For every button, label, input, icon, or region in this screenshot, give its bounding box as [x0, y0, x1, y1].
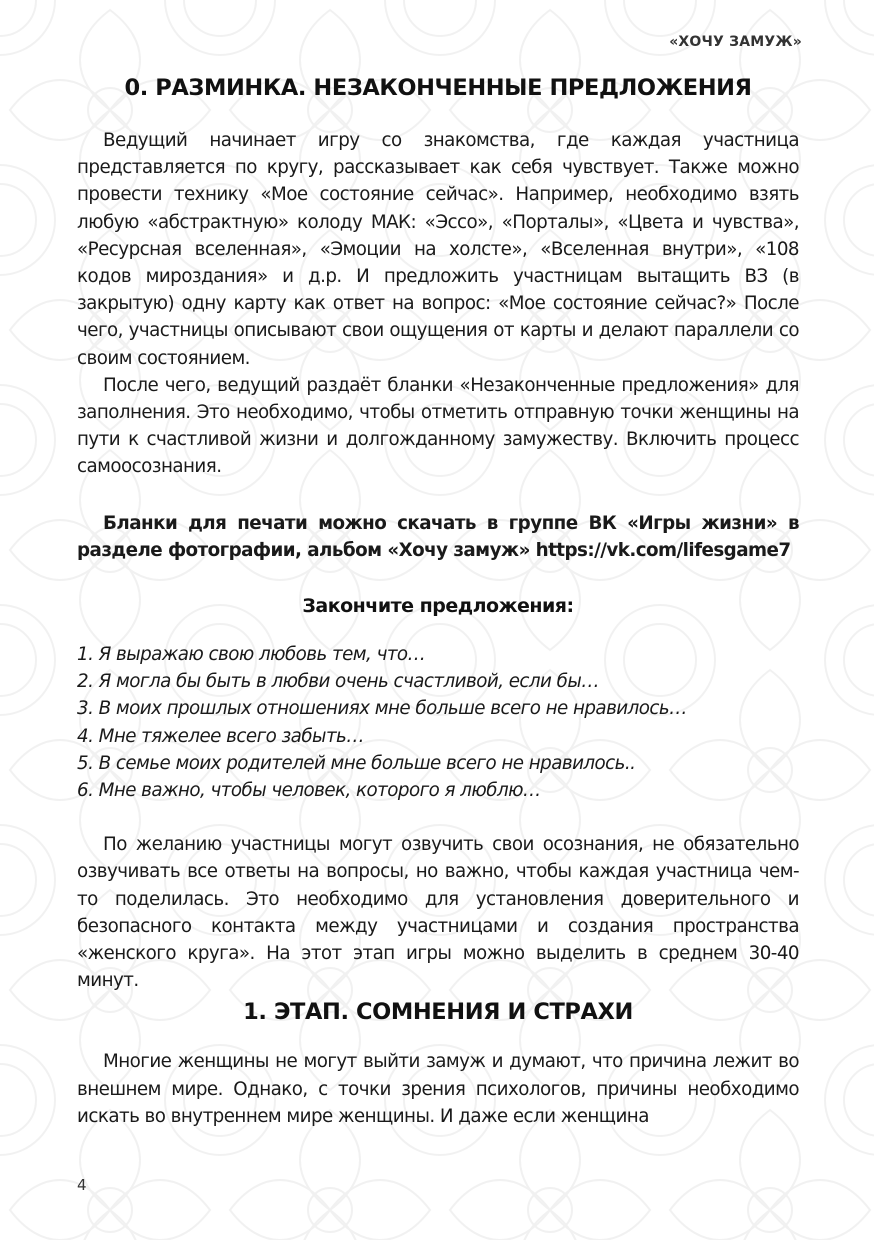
running-header: «ХОЧУ ЗАМУЖ» — [669, 34, 802, 50]
paragraph-intro: Ведущий начинает игру со знакомства, где каждая участница представляется по кругу, рассказывает как себя чувствует. Также можно провести технику «Мое состояние сейчас». Например, необходимо взять любую «абстрактную» колоду МАК: «Эссо», «Порталы», «Цвета и чувства», «Ресурсная вселенная», «Эмоции на холсте», «Вселенная внутри», «108 кодов мироздания» и д.р. И предложить участницам вытащить ВЗ (в закрытую) одну карту как ответ на вопрос: «Мое состояние сейчас?» После чего, участницы описывают свои ощущения от карты и делают параллели со своим состоянием. — [77, 130, 799, 369]
subheading-finish-sentences: Закончите предложения: — [302, 595, 574, 618]
download-note: Бланки для печати можно скачать в группе ВК «Игры жизни» в разделе фотографии, альбом «Хочу замуж» https://vk.com/lifesgame7 — [77, 512, 799, 561]
list-item: 4. Мне тяжелее всего забыть… — [77, 725, 364, 747]
paragraph-blanks: После чего, ведущий раздаёт бланки «Незаконченные предложения» для заполнения. Это необходимо, чтобы отметить отправную точки женщины на пути к счастливой жизни и долгожданному замужеству. Включить процесс самоосознания. — [77, 374, 799, 478]
page-number: 4 — [77, 1176, 87, 1194]
list-item: 6. Мне важно, чтобы человек, которого я люблю… — [77, 780, 541, 802]
paragraph-stage1: Многие женщины не могут выйти замуж и думают, что причина лежит во внешнем мире. Однако, с точки зрения психологов, причины необходимо искать во внутреннем мире женщины. И даже если женщина — [77, 1051, 799, 1127]
list-item: 3. В моих прошлых отношениях мне больше всего не нравилось… — [77, 698, 687, 720]
section-title-warmup: 0. РАЗМИНКА. НЕЗАКОНЧЕННЫЕ ПРЕДЛОЖЕНИЯ — [124, 75, 752, 101]
list-item: 1. Я выражаю свою любовь тем, что… — [77, 644, 426, 666]
list-item: 5. В семье моих родителей мне больше всего не нравилось.. — [77, 752, 636, 774]
unfinished-sentences-list — [77, 641, 799, 804]
section-title-stage1: 1. ЭТАП. СОМНЕНИЯ И СТРАХИ — [243, 999, 633, 1026]
list-item: 2. Я могла бы быть в любви очень счастливой, если бы… — [77, 671, 599, 693]
page-content — [77, 70, 799, 1130]
paragraph-sharing: По желанию участницы могут озвучить свои осознания, не обязательно озвучивать все ответы на вопросы, но важно, чтобы каждая участница чем-то поделилась. Это необходимо для установления доверительного и безопасного контакта между участницами и создания пространства «женского круга». На этот этап игры можно выделить в среднем 30-40 минут. — [77, 834, 799, 992]
